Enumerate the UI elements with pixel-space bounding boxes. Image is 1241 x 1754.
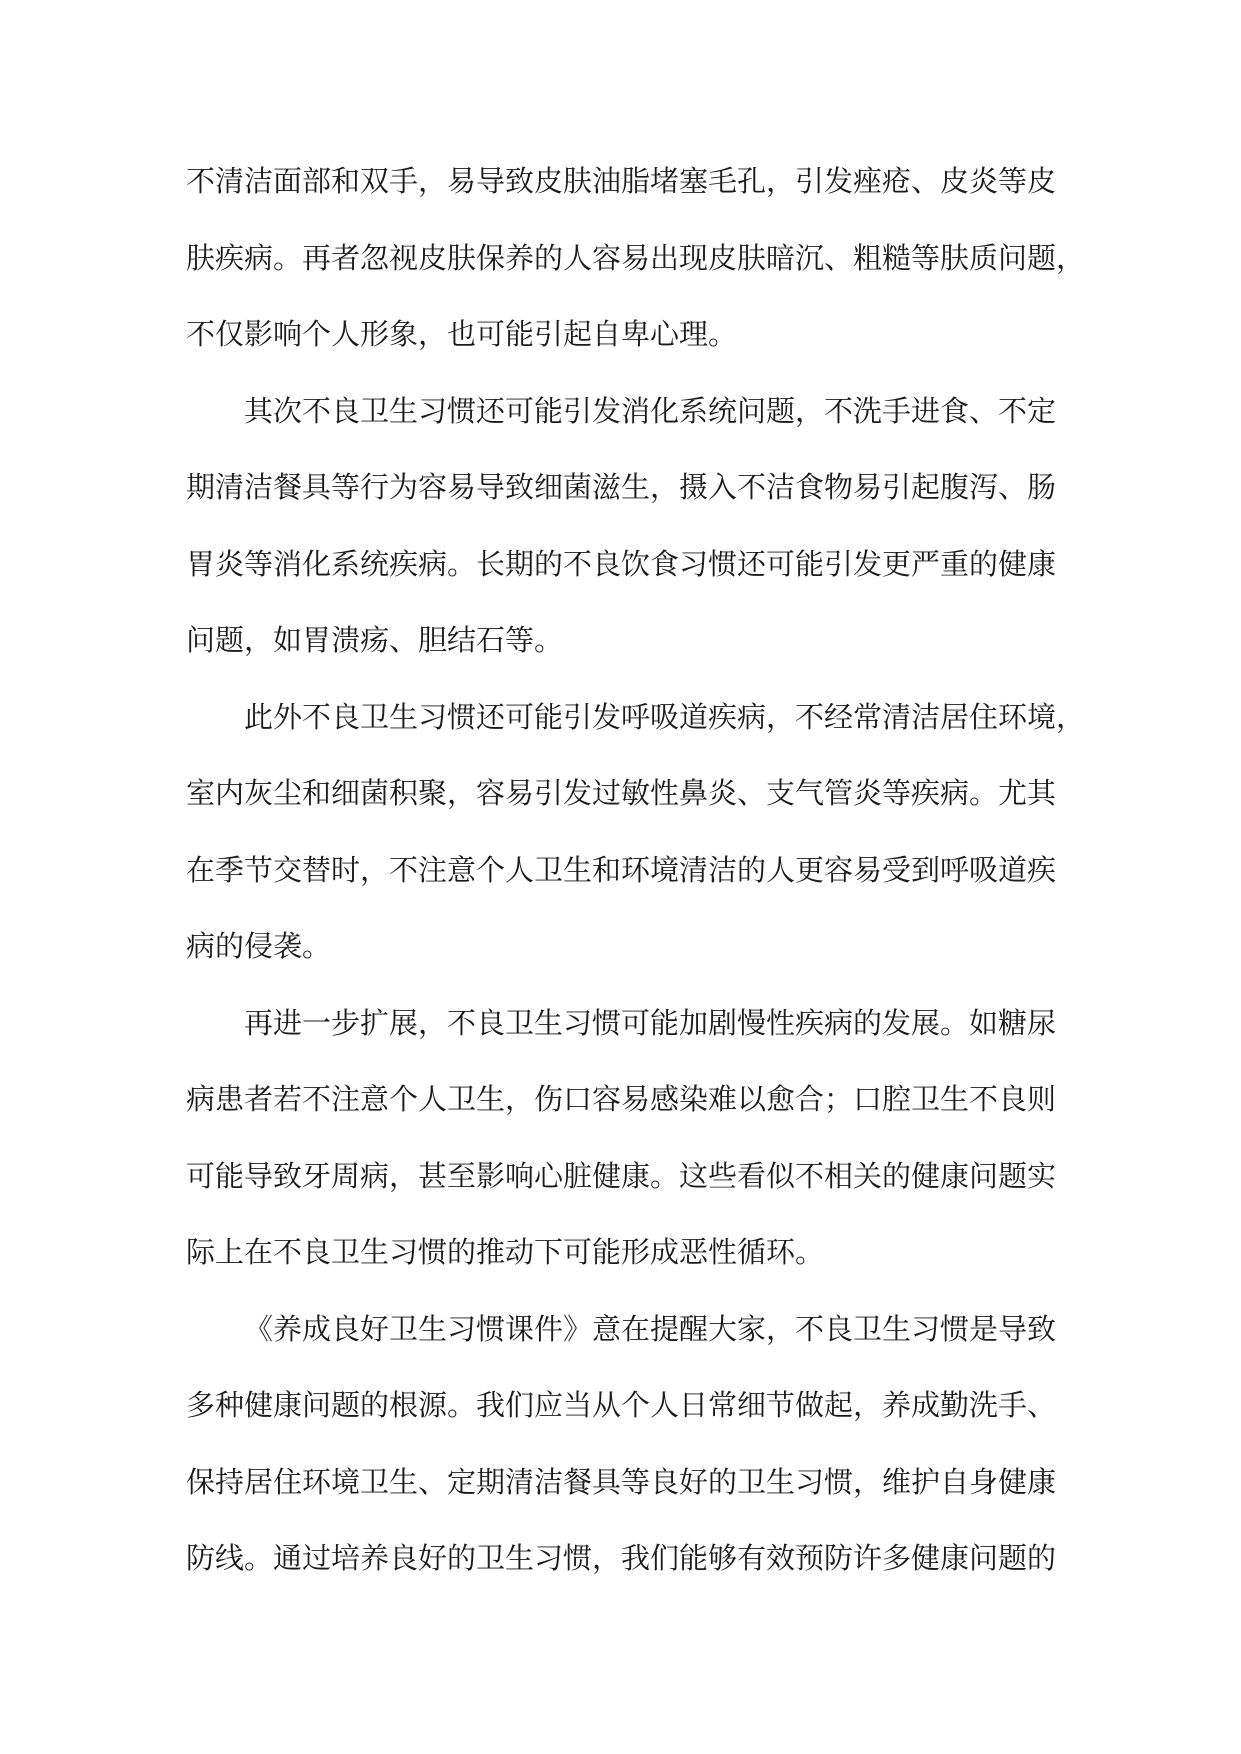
text-line: 肤疾病。再者忽视皮肤保养的人容易出现皮肤暗沉、粗糙等肤质问题， bbox=[186, 240, 1086, 275]
text-line: 保持居住环境卫生、定期清洁餐具等良好的卫生习惯，维护自身健康 bbox=[186, 1464, 1057, 1499]
paragraph-chronic-disease bbox=[186, 985, 1064, 1291]
text-line: 多种健康问题的根源。我们应当从个人日常细节做起，养成勤洗手、 bbox=[186, 1388, 1057, 1422]
text-line: 际上在不良卫生习惯的推动下可能形成恶性循环。 bbox=[186, 1235, 825, 1269]
paragraph-skin-disease bbox=[186, 143, 1086, 373]
text-line: 不仅影响个人形象，也可能引起自卑心理。 bbox=[186, 317, 738, 351]
text-line: 不清洁面部和双手，易导致皮肤油脂堵塞毛孔，引发痤疮、皮炎等皮 bbox=[186, 164, 1057, 198]
text-line: 期清洁餐具等行为容易导致细菌滋生，摄入不洁食物易引起腹泻、肠 bbox=[186, 470, 1057, 504]
paragraph-respiratory-disease bbox=[186, 679, 1086, 985]
text-line: 再进一步扩展，不良卫生习惯可能加剧慢性疾病的发展。如糖尿 bbox=[244, 1005, 1057, 1040]
text-line: 问题，如胃溃疡、胆结石等。 bbox=[186, 623, 564, 657]
text-line: 在季节交替时，不注意个人卫生和环境清洁的人更容易受到呼吸道疾 bbox=[186, 852, 1057, 887]
text-line: 其次不良卫生习惯还可能引发消化系统问题，不洗手进食、不定 bbox=[244, 393, 1057, 428]
text-line: 可能导致牙周病，甚至影响心脏健康。这些看似不相关的健康问题实 bbox=[186, 1158, 1057, 1193]
text-line: 病的侵袭。 bbox=[186, 929, 332, 963]
paragraph-digestive-issues bbox=[186, 373, 1064, 679]
text-line: 此外不良卫生习惯还可能引发呼吸道疾病，不经常清洁居住环境， bbox=[244, 699, 1086, 734]
paragraph-conclusion bbox=[186, 1291, 1064, 1597]
text-line: 病患者若不注意个人卫生，伤口容易感染难以愈合；口腔卫生不良则 bbox=[186, 1082, 1057, 1116]
text-line: 《养成良好卫生习惯课件》意在提醒大家，不良卫生习惯是导致 bbox=[244, 1311, 1057, 1346]
document-body bbox=[186, 143, 1086, 1597]
text-line: 防线。通过培养良好的卫生习惯，我们能够有效预防许多健康问题的 bbox=[186, 1541, 1057, 1575]
text-line: 室内灰尘和细菌积聚，容易引发过敏性鼻炎、支气管炎等疾病。尤其 bbox=[186, 776, 1057, 810]
text-line: 胃炎等消化系统疾病。长期的不良饮食习惯还可能引发更严重的健康 bbox=[186, 546, 1057, 581]
